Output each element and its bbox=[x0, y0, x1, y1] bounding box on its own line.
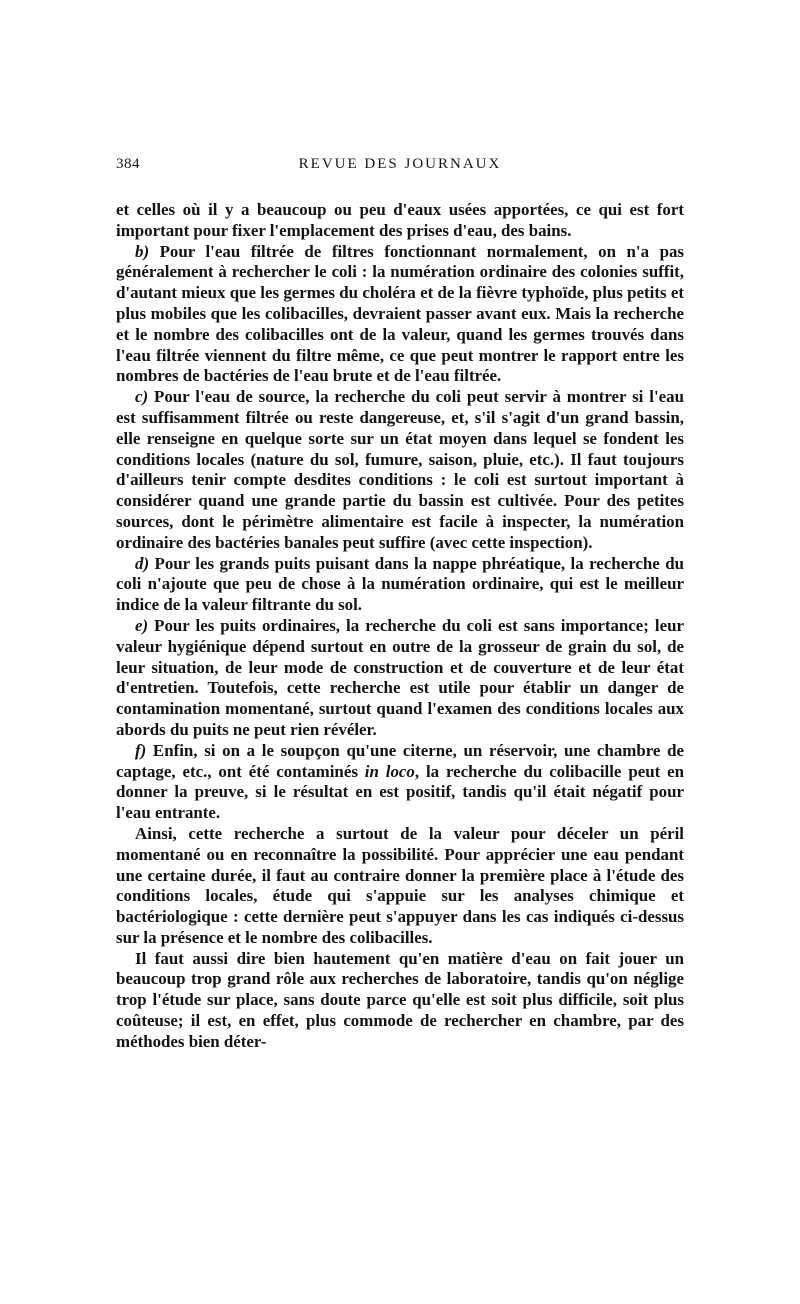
paragraph-continuation: et celles où il y a beaucoup ou peu d'eaux usées apportées, ce qui est fort important pour fixer l'emplacement des prises d'eau, des bains. bbox=[116, 200, 684, 240]
paragraph-conclusion: Ainsi, cette recherche a surtout de la valeur pour déceler un péril momentané ou en reconnaître la possibilité. Pour apprécier une eau pendant une certaine durée, il faut au contraire donner la première place à l'étude des conditions locales, étude qui s'appuie sur les analyses chimique et bactériologique : cette dernière peut s'appuyer dans les cas indiqués ci-dessus sur la présence et le nombre des colibacilles. bbox=[116, 823, 684, 947]
paragraph-item-d: d) Pour les grands puits puisant dans la nappe phréatique, la recherche du coli n'ajoute que peu de chose à la numération ordinaire, qui est le meilleur indice de la valeur filtrante du sol. bbox=[116, 553, 684, 615]
running-title: REVUE DES JOURNAUX bbox=[298, 156, 502, 172]
paragraph-item-c: c) Pour l'eau de source, la recherche du coli peut servir à montrer si l'eau est suffisamment filtrée ou reste dangereuse, et, s'il s'agit d'un grand bassin, elle renseigne en quelque sorte sur un état moyen dans lequel se fondent les conditions locales (nature du sol, fumure, saison, pluie, etc.). Il faut toujours d'ailleurs tenir compte desdites conditions : le coli est surtout important à considérer quand une grande partie du bassin est cultivée. Pour des petites sources, dont le périmètre alimentaire est facile à inspecter, la numération ordinaire des bactéries banales peut suffire (avec cette inspection). bbox=[116, 387, 684, 552]
item-letter: e) bbox=[135, 615, 149, 635]
body-text bbox=[116, 200, 684, 1053]
document-page bbox=[116, 152, 684, 1053]
item-letter: d) bbox=[135, 553, 150, 573]
paragraph-final: Il faut aussi dire bien hautement qu'en matière d'eau on fait jouer un beaucoup trop grand rôle aux recherches de laboratoire, tandis qu'on néglige trop l'étude sur place, sans doute parce qu'elle est soit plus difficile, soit plus coûteuse; il est, en effet, plus commode de rechercher en chambre, par des méthodes bien déter- bbox=[116, 948, 684, 1051]
paragraph-item-e: e) Pour les puits ordinaires, la recherche du coli est sans importance; leur valeur hygiénique dépend surtout en outre de la grosseur de grain du sol, de leur situation, de leur mode de construction et de couverture et de leur état d'entretien. Toutefois, cette recherche est utile pour établir un danger de contamination momentané, surtout quand l'examen des conditions locales aux abords du puits ne peut rien révéler. bbox=[116, 615, 684, 739]
paragraph-item-b: b) Pour l'eau filtrée de filtres fonctionnant normalement, on n'a pas généralement à rechercher le coli : la numération ordinaire des colonies suffit, d'autant mieux que les germes du choléra et de la fièvre typhoïde, plus petits et plus mobiles que les colibacilles, devraient passer avant eux. Mais la recherche et le nombre des colibacilles ont de la valeur, quand les germes trouvés dans l'eau filtrée viennent du filtre même, ce que peut montrer le rapport entre les nombres de bactéries de l'eau brute et de l'eau filtrée. bbox=[116, 241, 684, 386]
item-letter: c) bbox=[135, 387, 149, 407]
item-letter: b) bbox=[135, 241, 150, 261]
page-number: 384 bbox=[116, 156, 140, 172]
item-letter: f) bbox=[135, 740, 147, 760]
latin-emphasis: in loco bbox=[364, 761, 415, 781]
page-header bbox=[116, 152, 684, 178]
paragraph-item-f: f) Enfin, si on a le soupçon qu'une citerne, un réservoir, une chambre de captage, etc., ont été contaminés in loco, la recherche du colibacille peut en donner la preuve, si le résultat en est positif, tandis qu'il était négatif pour l'eau entrante. bbox=[116, 740, 684, 823]
